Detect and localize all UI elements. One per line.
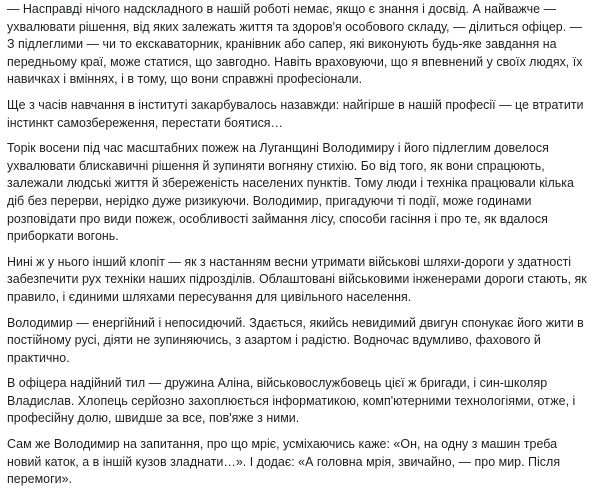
paragraph-6: В офіцера надійний тил — дружина Аліна, військовослужбовець цієї ж бригади, і син-школяр Владислав. Хлопець серйозно захоплюється інформатикою, комп'ютерними технологіями, отже, і професійну долю, швидше за все, пов'яже з ними. (7, 376, 576, 426)
paragraph-3: Торік восени під час масштабних пожеж на Луганщині Володимиру і його підлеглим довелося ухвалювати блискавичні рішення й зупиняти вогняну стихію. Бо від того, як вони спрацюють, залежали людські життя й збереженість населених пунктів. Тому люди і техніка працювали кілька діб без перерви, нерідко дуже ризикуючи. Володимир, пригадуючи ті події, може годинами розповідати про види пожеж, особливості займання лісу, способи гасіння і про те, як вдалося приборкати вогонь. (7, 141, 574, 244)
paragraph-7: Сам же Володимир на запитання, про що мріє, усміхаючись каже: «Он, на одну з машин треба новий каток, а в іншій кузов зладнати…». І додає: «А головна мрія, звичайно, — про мир. Після перемоги». (7, 437, 561, 487)
paragraph-2: Ще з часів навчання в інституті закарбувалось назавжди: найгірше в нашій професії — це втратити інстинкт самозбереження, перестати боятися… (7, 97, 584, 130)
paragraph-1: — Насправді нічого надскладного в нашій роботі немає, якщо є знання і досвід. А найважче — ухвалювати рішення, від яких залежать життя та здоров'я особового складу, — ділиться офіцер. — З підлеглими — чи то екскаваторник, кранівник або сапер, які виконують будь-яке завдання на передньому краї, може статися, що завгодно. Навіть враховуючи, що я впевнений у своїх людях, їх навичках і вміннях, і в тому, що вони справжні професіонали. (7, 2, 583, 87)
paragraph-4: Нині ж у нього інший клопіт — як з настанням весни утримати військові шляхи-дороги у здатності забезпечити рух техніки наших підрозділів. Облаштовані військовими інженерами дороги стають, як правило, і єдиними шляхами пересування для цивільного населення. (7, 254, 587, 304)
paragraph-5: Володимир — енергійний і непосидючий. Здається, якийсь невидимий двигун спонукає його жити в постійному русі, діяти не зупиняючись, з азартом і радістю. Водночас вдумливо, фахового й практично. (7, 315, 584, 365)
